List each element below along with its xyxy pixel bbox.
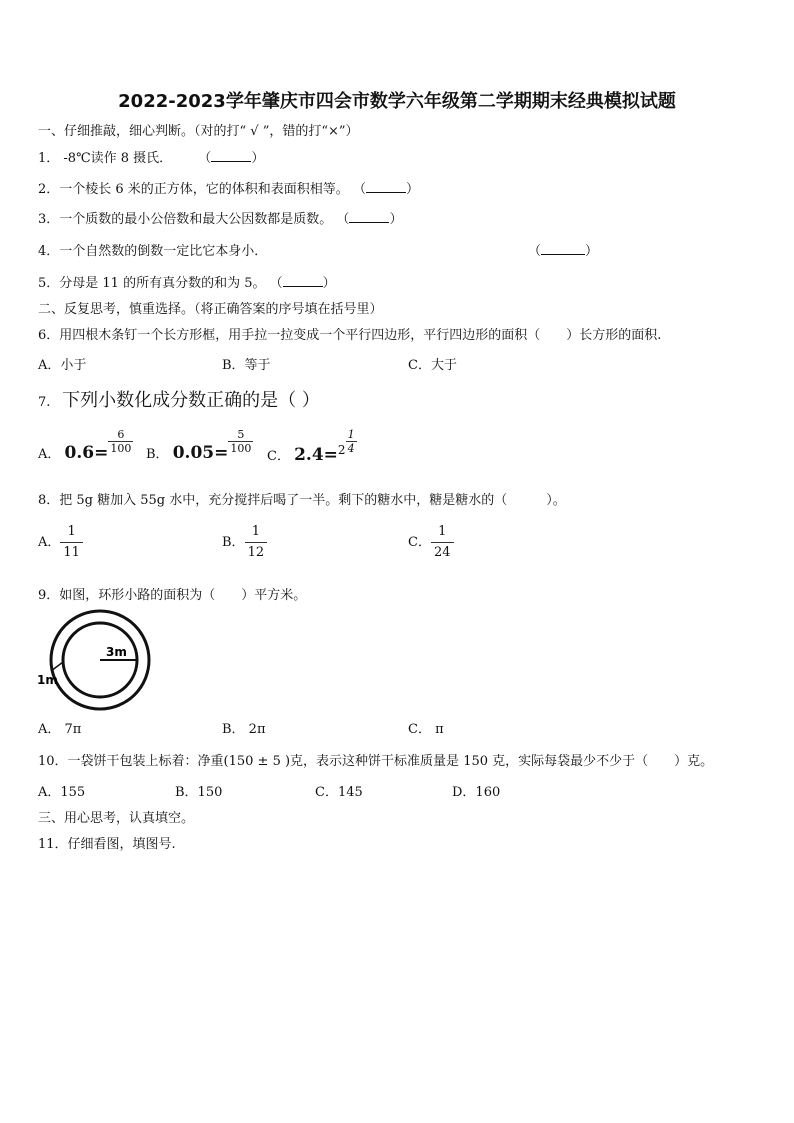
question-7-option-c[interactable]: C． 2.4=2 $\frac{1}{4}$ [267, 428, 355, 465]
question-2-text: 2．一个棱长 6 米的正方体，它的体积和表面积相等。 [38, 182, 349, 197]
question-4 [38, 240, 267, 259]
question-7-number: 7. [38, 395, 51, 410]
question-3-text: 3．一个质数的最小公倍数和最大公因数都是质数。 [38, 212, 333, 227]
question-10-option-a[interactable]: A．155 [38, 785, 86, 800]
answer-blank[interactable] [541, 242, 585, 255]
question-8-option-c[interactable]: C． $\frac{1}{24}$ [408, 522, 454, 563]
page-title: 2022-2023学年肇庆市四会市数学六年级第二学期期末经典模拟试题 [118, 91, 676, 112]
question-6-option-b[interactable]: B．等于 [222, 358, 271, 373]
question-10-text: 10．一袋饼干包装上标着：净重(150 ± 5 )克，表示这种饼干标准质量是 150 克，实际每袋最少不少于（ ）克。 [38, 754, 714, 769]
question-7 [38, 386, 320, 412]
section-1-heading: 一、仔细推敲，细心判断。（对的打“ √ ”，错的打“×”） [38, 124, 359, 139]
section-2-heading: 二、反复思考，慎重选择。（将正确答案的序号填在括号里） [38, 302, 383, 317]
question-8-option-b[interactable]: B． $\frac{1}{12}$ [222, 522, 267, 563]
question-9-option-b[interactable]: B． 2π [222, 722, 266, 737]
fraction: $\frac{5}{100}$ [230, 428, 252, 455]
question-7-option-a[interactable]: A． 0.6= $\frac{6}{100}$ [38, 428, 132, 463]
ring-diagram [36, 607, 156, 713]
fraction: $\frac{1}{4}$ [347, 428, 355, 455]
radius-label: 3m [106, 645, 127, 659]
question-10-option-c[interactable]: C．145 [315, 785, 363, 800]
section-3-heading: 三、用心思考，认真填空。 [38, 811, 195, 826]
question-11-text: 11．仔细看图，填图号. [38, 837, 176, 852]
question-5: 5．分母是 11 的所有真分数的和为 5。 （ ） [38, 276, 336, 291]
question-9-option-c[interactable]: C． π [408, 722, 444, 737]
question-10-option-b[interactable]: B．150 [175, 785, 223, 800]
question-8-text: 8．把 5g 糖加入 55g 水中，充分搅拌后喝了一半。剩下的糖水中，糖是糖水的（ ）。 [38, 493, 566, 508]
question-6-option-c[interactable]: C．大于 [408, 358, 457, 373]
question-7-option-b[interactable]: B． 0.05= $\frac{5}{100}$ [146, 428, 252, 463]
question-9-text: 9．如图，环形小路的面积为（ ）平方米。 [38, 588, 307, 603]
question-4-answer: （ ） [528, 244, 599, 259]
question-1-text: 1． -8℃读作 8 摄氏． [38, 151, 173, 166]
question-2: 2．一个棱长 6 米的正方体，它的体积和表面积相等。 （ ） [38, 182, 419, 197]
fraction: $\frac{1}{12}$ [245, 522, 268, 563]
question-6-text: 6．用四根木条钉一个长方形框，用手拉一拉变成一个平行四边形，平行四边形的面积（ ）长方形的面积. [38, 328, 662, 343]
answer-blank[interactable] [349, 210, 389, 223]
width-label: 1m [37, 673, 58, 687]
question-1: 1． -8℃读作 8 摄氏． （ ） [38, 151, 265, 166]
fraction: $\frac{1}{24}$ [431, 522, 454, 563]
question-10-option-d[interactable]: D．160 [452, 785, 501, 800]
fraction: $\frac{6}{100}$ [110, 428, 132, 455]
question-3: 3．一个质数的最小公倍数和最大公因数都是质数。 （ ） [38, 212, 403, 227]
question-6-option-a[interactable]: A．小于 [38, 358, 87, 373]
answer-blank[interactable] [211, 149, 251, 162]
fraction: $\frac{1}{11}$ [60, 522, 83, 563]
ring-path-figure [36, 607, 156, 713]
answer-blank[interactable] [283, 274, 323, 287]
question-4-text: 4．一个自然数的倒数一定比它本身小． [38, 244, 268, 259]
question-8-option-a[interactable]: A． $\frac{1}{11}$ [38, 522, 83, 563]
answer-blank[interactable] [366, 180, 406, 193]
question-5-text: 5．分母是 11 的所有真分数的和为 5。 [38, 276, 266, 291]
question-9-option-a[interactable]: A． 7π [38, 722, 82, 737]
question-7-text: 下列小数化成分数正确的是（ ） [62, 390, 320, 411]
